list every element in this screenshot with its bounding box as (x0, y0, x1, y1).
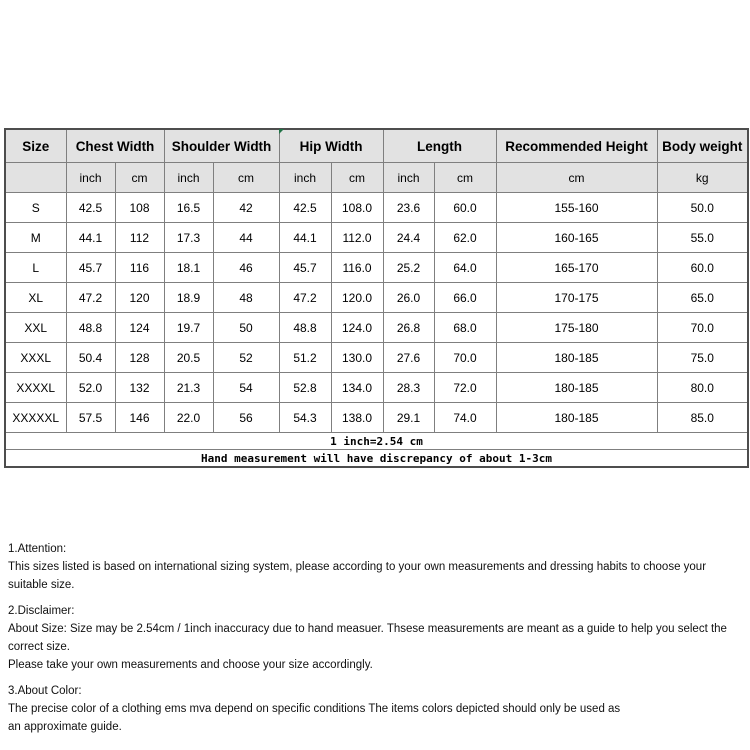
size-label-cell: XXXL (5, 343, 66, 373)
measurement-cell: 60.0 (657, 253, 748, 283)
measurement-cell: 54 (213, 373, 279, 403)
table-row (5, 253, 748, 283)
unit-length-inch: inch (383, 163, 434, 193)
size-label-cell: XXXXL (5, 373, 66, 403)
measurement-cell: 21.3 (164, 373, 213, 403)
table-row (5, 223, 748, 253)
measurement-cell: 42 (213, 193, 279, 223)
unit-shoulder-inch: inch (164, 163, 213, 193)
measurement-cell: 64.0 (434, 253, 496, 283)
footnote-row (5, 450, 748, 468)
measurement-cell: 165-170 (496, 253, 657, 283)
measurement-cell: 50.0 (657, 193, 748, 223)
measurement-cell: 116 (115, 253, 164, 283)
unit-height-cm: cm (496, 163, 657, 193)
measurement-cell: 55.0 (657, 223, 748, 253)
measurement-cell: 44.1 (66, 223, 115, 253)
size-label-cell: XXXXXL (5, 403, 66, 433)
size-table-header (5, 129, 748, 193)
measurement-cell: 72.0 (434, 373, 496, 403)
measurement-cell: 50.4 (66, 343, 115, 373)
measurement-cell: 85.0 (657, 403, 748, 433)
header-recommended-height: Recommended Height (496, 129, 657, 163)
measurement-cell: 56 (213, 403, 279, 433)
unit-chest-cm: cm (115, 163, 164, 193)
measurement-cell: 120 (115, 283, 164, 313)
header-size: Size (5, 129, 66, 163)
unit-blank (5, 163, 66, 193)
unit-row (5, 163, 748, 193)
measurement-cell: 44 (213, 223, 279, 253)
measurement-cell: 155-160 (496, 193, 657, 223)
notes-section (8, 540, 746, 744)
table-row (5, 403, 748, 433)
unit-weight-kg: kg (657, 163, 748, 193)
measurement-cell: 19.7 (164, 313, 213, 343)
measurement-cell: 47.2 (279, 283, 331, 313)
size-table-footnotes (5, 433, 748, 468)
table-row (5, 343, 748, 373)
size-label-cell: S (5, 193, 66, 223)
measurement-cell: 51.2 (279, 343, 331, 373)
measurement-cell: 48.8 (279, 313, 331, 343)
header-body-weight: Body weight (657, 129, 748, 163)
measurement-cell: 52 (213, 343, 279, 373)
header-hip-width: Hip Width (279, 129, 383, 163)
measurement-cell: 68.0 (434, 313, 496, 343)
measurement-cell: 18.1 (164, 253, 213, 283)
unit-shoulder-cm: cm (213, 163, 279, 193)
measurement-cell: 160-165 (496, 223, 657, 253)
size-table-body (5, 193, 748, 433)
note-block (8, 540, 746, 594)
note-block (8, 602, 746, 674)
footnote-inch-conversion: 1 inch=2.54 cm (5, 433, 748, 450)
measurement-cell: 57.5 (66, 403, 115, 433)
measurement-cell: 146 (115, 403, 164, 433)
measurement-cell: 16.5 (164, 193, 213, 223)
footnote-row (5, 433, 748, 450)
measurement-cell: 42.5 (66, 193, 115, 223)
unit-hip-inch: inch (279, 163, 331, 193)
group-header-row (5, 129, 748, 163)
measurement-cell: 23.6 (383, 193, 434, 223)
note-heading: 2.Disclaimer: (8, 605, 75, 617)
note-line: The precise color of a clothing ems mva depend on specific conditions The items colors depicted should only be used as (8, 703, 621, 715)
footnote-measurement-discrepancy: Hand measurement will have discrepancy of about 1-3cm (5, 450, 748, 468)
measurement-cell: 46 (213, 253, 279, 283)
unit-hip-cm: cm (331, 163, 383, 193)
measurement-cell: 116.0 (331, 253, 383, 283)
measurement-cell: 22.0 (164, 403, 213, 433)
measurement-cell: 44.1 (279, 223, 331, 253)
header-length: Length (383, 129, 496, 163)
note-line: This sizes listed is based on international sizing system, please according to your own measurements and dressing habits to choose your suitable size. (8, 561, 707, 591)
cell-comment-marker-icon (279, 129, 284, 134)
measurement-cell: 47.2 (66, 283, 115, 313)
measurement-cell: 25.2 (383, 253, 434, 283)
measurement-cell: 27.6 (383, 343, 434, 373)
measurement-cell: 180-185 (496, 403, 657, 433)
measurement-cell: 175-180 (496, 313, 657, 343)
measurement-cell: 60.0 (434, 193, 496, 223)
measurement-cell: 108.0 (331, 193, 383, 223)
measurement-cell: 24.4 (383, 223, 434, 253)
measurement-cell: 70.0 (434, 343, 496, 373)
size-table (4, 128, 749, 468)
size-label-cell: XXL (5, 313, 66, 343)
unit-chest-inch: inch (66, 163, 115, 193)
measurement-cell: 130.0 (331, 343, 383, 373)
table-row (5, 313, 748, 343)
size-chart (4, 128, 749, 468)
measurement-cell: 18.9 (164, 283, 213, 313)
table-row (5, 373, 748, 403)
measurement-cell: 112.0 (331, 223, 383, 253)
measurement-cell: 112 (115, 223, 164, 253)
measurement-cell: 50 (213, 313, 279, 343)
measurement-cell: 28.3 (383, 373, 434, 403)
size-label-cell: XL (5, 283, 66, 313)
measurement-cell: 80.0 (657, 373, 748, 403)
measurement-cell: 29.1 (383, 403, 434, 433)
size-label-cell: M (5, 223, 66, 253)
measurement-cell: 124.0 (331, 313, 383, 343)
measurement-cell: 26.0 (383, 283, 434, 313)
unit-length-cm: cm (434, 163, 496, 193)
measurement-cell: 45.7 (66, 253, 115, 283)
note-line: an approximate guide. (8, 721, 122, 733)
measurement-cell: 54.3 (279, 403, 331, 433)
measurement-cell: 132 (115, 373, 164, 403)
measurement-cell: 180-185 (496, 343, 657, 373)
measurement-cell: 134.0 (331, 373, 383, 403)
measurement-cell: 66.0 (434, 283, 496, 313)
measurement-cell: 26.8 (383, 313, 434, 343)
measurement-cell: 42.5 (279, 193, 331, 223)
note-heading: 1.Attention: (8, 543, 67, 555)
measurement-cell: 120.0 (331, 283, 383, 313)
measurement-cell: 108 (115, 193, 164, 223)
measurement-cell: 20.5 (164, 343, 213, 373)
note-line: About Size: Size may be 2.54cm / 1inch inaccuracy due to hand measuer. Thsese measurements are meant as a guide to help you select the correct size. (8, 623, 727, 653)
measurement-cell: 48 (213, 283, 279, 313)
table-row (5, 283, 748, 313)
measurement-cell: 138.0 (331, 403, 383, 433)
measurement-cell: 48.8 (66, 313, 115, 343)
measurement-cell: 180-185 (496, 373, 657, 403)
measurement-cell: 124 (115, 313, 164, 343)
measurement-cell: 128 (115, 343, 164, 373)
size-label-cell: L (5, 253, 66, 283)
measurement-cell: 70.0 (657, 313, 748, 343)
note-block (8, 682, 746, 736)
header-chest-width: Chest Width (66, 129, 164, 163)
measurement-cell: 17.3 (164, 223, 213, 253)
measurement-cell: 62.0 (434, 223, 496, 253)
measurement-cell: 74.0 (434, 403, 496, 433)
measurement-cell: 52.0 (66, 373, 115, 403)
header-shoulder-width: Shoulder Width (164, 129, 279, 163)
note-line: Please take your own measurements and choose your size accordingly. (8, 659, 373, 671)
table-row (5, 193, 748, 223)
measurement-cell: 45.7 (279, 253, 331, 283)
measurement-cell: 52.8 (279, 373, 331, 403)
measurement-cell: 75.0 (657, 343, 748, 373)
note-heading: 3.About Color: (8, 685, 82, 697)
measurement-cell: 170-175 (496, 283, 657, 313)
measurement-cell: 65.0 (657, 283, 748, 313)
